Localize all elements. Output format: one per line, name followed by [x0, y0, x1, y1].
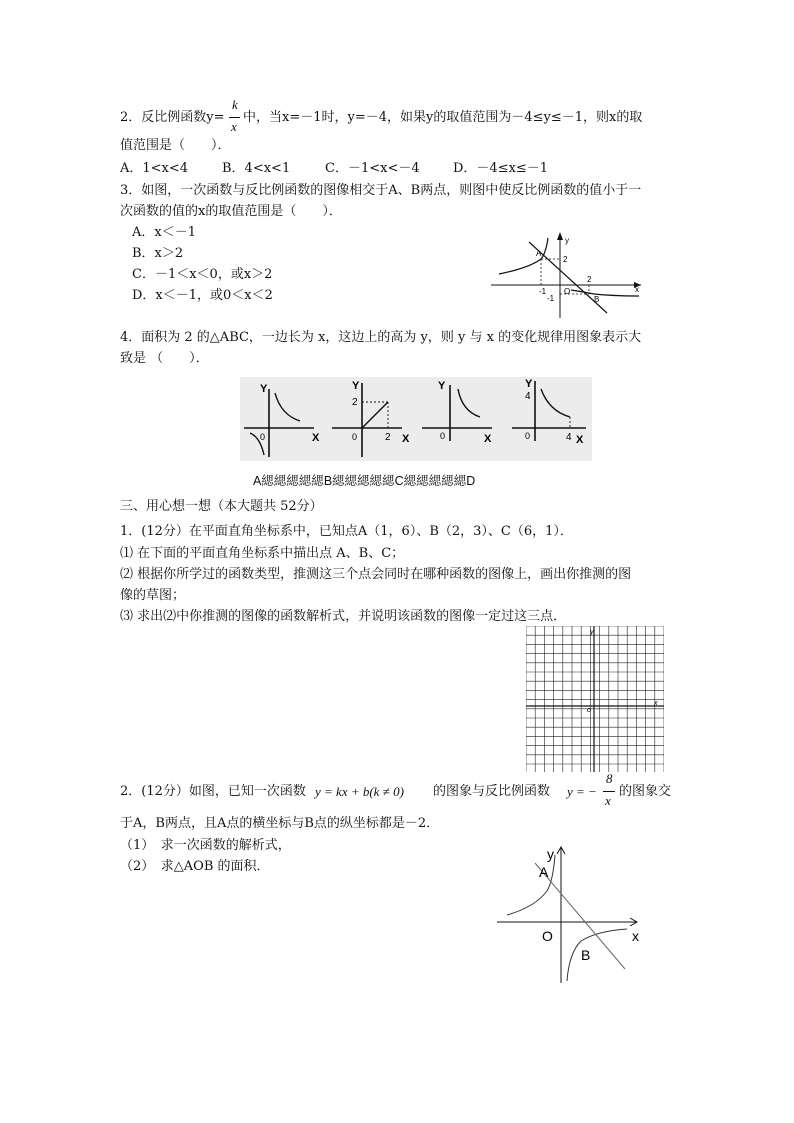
- q2-fraction-bar: [229, 117, 240, 118]
- q4-b-label-y: Y: [352, 380, 360, 392]
- q4-c-label-y: Y: [438, 380, 446, 392]
- p2-inverse-equation-prefix: y = −: [567, 784, 597, 799]
- p2-label-b: B: [581, 947, 591, 963]
- q3-label-x: x: [635, 285, 639, 294]
- p1-coordinate-grid: [526, 626, 664, 772]
- q2-line1-post: 中，当x=－1时，y=－4，如果y的取值范围为－4≤y≤－1，则x的取: [243, 110, 643, 125]
- q2-line1-pre: 2．反比例函数y=: [120, 110, 225, 125]
- p1-sub3: ⑶ 求出⑵中你推测的图像的函数解析式，并说明该函数的图像一定过这三点．: [120, 609, 567, 624]
- p1-line1: 1．(12分）在平面直角坐标系中，已知点A（1，6）、B（2，3）、C（6，1）．: [120, 524, 573, 539]
- p1-grid-label-x: x: [654, 700, 658, 707]
- p1-grid-label-origin: o: [587, 707, 591, 714]
- p2-line1-pre: 2．(12分）如图，已知一次函数: [120, 784, 306, 799]
- p2-label-y: y: [547, 846, 554, 862]
- p1-sub2-line2: 像的草图；: [120, 588, 186, 603]
- q2-option-c: C．－1<x<－4: [325, 161, 420, 176]
- section3-title: 三、用心想一想（本大题共 52分）: [120, 499, 323, 514]
- q3-label-origin: O: [564, 287, 571, 296]
- q2-option-b: B．4<x<1: [222, 161, 291, 176]
- q4-a-label-x: X: [312, 432, 320, 444]
- q4-b-label-origin: 0: [352, 432, 358, 442]
- q4-line1: 4．面积为 2 的△ABC，一边长为 x，这边上的高为 y，则 y 与 x 的变化规律用图象表示大: [120, 330, 642, 345]
- q2-line2: 值范围是（ ）．: [120, 138, 231, 153]
- q3-label-b: B: [594, 295, 600, 304]
- p2-linear-function: [535, 863, 625, 969]
- p2-sub2: （2） 求△AOB 的面积．: [120, 859, 270, 874]
- q2-fraction-denominator: x: [231, 119, 237, 134]
- q4-d-tick-y4: 4: [525, 391, 531, 402]
- q4-d-tick-x4: 4: [566, 432, 572, 443]
- p2-label-a: A: [539, 864, 549, 880]
- q3-tick-y2: 2: [563, 255, 568, 264]
- q4-option-caption: A緦緦緦緦緦B緦緦緦緦緦C緦緦緦緦緦D: [253, 474, 476, 488]
- p2-line1-mid: 的图象与反比例函数: [433, 784, 551, 799]
- q2-option-d: D．－4≤x≤－1: [453, 161, 549, 176]
- q3-tick-x2: 2: [587, 275, 592, 284]
- p2-fraction-numerator: 8: [606, 771, 613, 786]
- q4-a-label-y: Y: [260, 383, 268, 395]
- p2-figure: [497, 845, 647, 985]
- q3-figure: [489, 228, 645, 322]
- p1-sub2-line1: ⑵ 根据你所学过的函数类型，推测这三个点会同时在哪种函数的图像上，画出你推测的图: [120, 567, 632, 582]
- p2-label-x: x: [632, 928, 639, 944]
- q4-line2: 致是 （ ）．: [120, 351, 209, 366]
- q3-tick-yneg1: -1: [547, 294, 555, 303]
- q3-tick-xneg1: -1: [539, 287, 547, 296]
- q4-b-label-x: X: [402, 433, 410, 445]
- q2-fraction-numerator: k: [232, 97, 238, 112]
- q3-label-y: y: [565, 236, 569, 245]
- q3-hyperbola-right-branch: [571, 290, 639, 296]
- q3-line2: 次函数的值的x的取值范围是（ ）．: [120, 204, 342, 219]
- p2-line1-post: 的图象交: [619, 784, 672, 799]
- q4-d-label-x: X: [576, 434, 584, 446]
- q4-d-label-y: Y: [525, 378, 533, 390]
- p1-grid-label-y: y: [590, 629, 594, 636]
- p2-hyperbola-right-branch: [567, 929, 627, 981]
- p2-line2: 于A，B两点，且A点的横坐标与B点的纵坐标都是－2．: [120, 816, 440, 831]
- q4-b-tick-x2: 2: [385, 432, 391, 443]
- q3-line1: 3．如图，一次函数与反比例函数的图像相交于A、B两点，则图中使反比例函数的值小于一: [120, 183, 642, 198]
- q4-d-label-origin: 0: [525, 431, 531, 441]
- q4-figure-strip: [240, 377, 592, 461]
- q4-c-label-origin: 0: [440, 431, 446, 441]
- p2-linear-equation: y = kx + b(k ≠ 0): [315, 784, 404, 799]
- q3-option-d: D．x＜－1，或0＜x＜2: [132, 288, 273, 303]
- q3-y-arrow-icon: [557, 232, 563, 240]
- p2-label-origin: O: [542, 928, 553, 944]
- p2-sub1: （1） 求一次函数的解析式，: [120, 838, 291, 853]
- q4-c-label-x: X: [484, 433, 492, 445]
- q3-label-a: A: [536, 249, 542, 258]
- q4-a-label-origin: 0: [260, 432, 266, 442]
- q3-option-c: C．－1＜x＜0，或x＞2: [132, 267, 273, 282]
- q3-option-a: A．x＜－1: [132, 225, 196, 240]
- p2-fraction-denominator: x: [605, 793, 611, 808]
- q2-option-a: A．1<x<4: [120, 161, 189, 176]
- p2-fraction-bar: [603, 791, 615, 792]
- q4-figure-background: [240, 377, 592, 461]
- q4-b-tick-y2: 2: [352, 397, 358, 408]
- q3-option-b: B．x＞2: [132, 246, 184, 261]
- p1-sub1: ⑴ 在下面的平面直角坐标系中描出点 A、B、C；: [120, 546, 405, 561]
